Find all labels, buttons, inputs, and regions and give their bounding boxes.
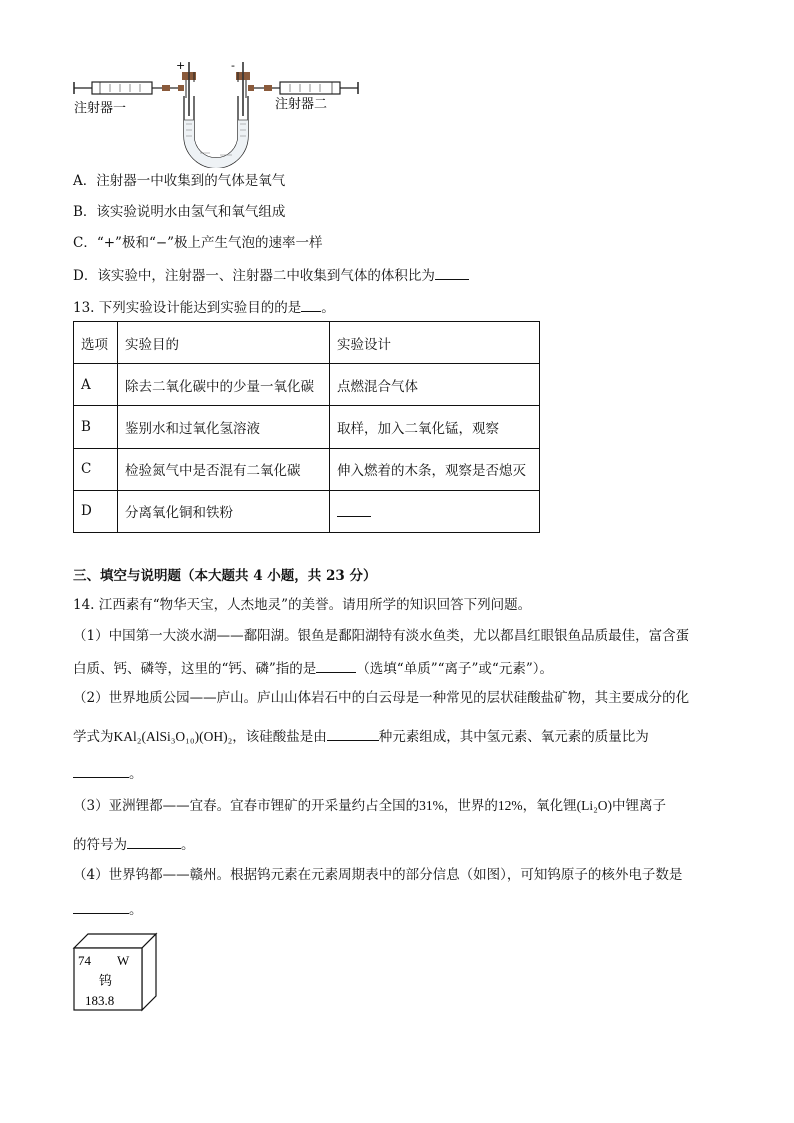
q14-part2-text: 学式为: [73, 729, 114, 745]
q13-stem: [73, 297, 335, 317]
positive-sign: +: [176, 59, 186, 72]
answer-blank[interactable]: [316, 658, 356, 673]
table-header-row: [74, 322, 540, 364]
answer-blank[interactable]: [127, 834, 181, 849]
q12-option-b: B．该实验说明水由氢气和氧气组成: [73, 204, 286, 220]
chemical-formula: (Li₂O): [576, 798, 613, 813]
q14-part1-line2: [73, 658, 553, 678]
syringe-left: [74, 82, 184, 94]
u-tube: [182, 62, 250, 168]
answer-blank[interactable]: [73, 899, 129, 914]
q14-part3-text: ，世界的: [443, 798, 498, 814]
header-cell: 实验目的: [118, 322, 330, 364]
q14-part3-line1: [73, 797, 666, 815]
tungsten-element-tile: [72, 932, 162, 1018]
q12-option-c: C．“+”极和“−”极上产生气泡的速率一样: [73, 235, 323, 251]
table-cell: A: [74, 364, 118, 406]
q14-part3-text: ，氧化锂: [522, 798, 577, 814]
q14-part2-text-end: 。: [129, 766, 143, 782]
percentage: 12%: [497, 798, 523, 813]
element-name: 钨: [99, 974, 113, 989]
q13-stem-text: 13. 下列实验设计能达到实验目的的是: [73, 300, 302, 316]
percentage: 31%: [419, 798, 444, 813]
q13-table: [73, 321, 540, 533]
q12-option-a: A．注射器一中收集到的气体是氧气: [73, 173, 286, 189]
answer-blank[interactable]: [435, 265, 469, 280]
table-cell: 伸入燃着的木条，观察是否熄灭: [330, 448, 540, 490]
table-cell: 鉴别水和过氧化氢溶液: [118, 406, 330, 448]
answer-blank[interactable]: [73, 763, 129, 778]
q14-part4-line2: [73, 899, 143, 919]
chemical-formula: KAl₂(AlSi₃O₁₀)(OH)₂: [113, 729, 233, 744]
atomic-mass: 183.8: [85, 993, 115, 1008]
q14-part1-text: 白质、钙、磷等，这里的“钙、磷”指的是: [73, 661, 317, 677]
header-cell: 实验设计: [330, 322, 540, 364]
table-cell: 点燃混合气体: [330, 364, 540, 406]
q14-part3-text: （3）亚洲锂都——宜春。宜春市锂矿的开采量约占全国的: [73, 798, 420, 814]
table-cell: 分离氧化铜和铁粉: [118, 490, 330, 532]
q12-option-d-text: D．该实验中，注射器一、注射器二中收集到气体的体积比为: [73, 268, 435, 284]
q14-part3-text-end: 。: [181, 837, 195, 853]
section-3-title: 三、填空与说明题（本大题共 4 小题，共 23 分）: [73, 568, 377, 584]
electrolysis-diagram: [70, 58, 370, 168]
syringe-right: [248, 82, 358, 94]
q14-part2-line1: （2）世界地质公园——庐山。庐山山体岩石中的白云母是一种常见的层状硅酸盐矿物，其主要成分的化: [73, 690, 690, 706]
q14-part3-text: 的符号为: [73, 837, 127, 853]
answer-blank[interactable]: [301, 297, 321, 312]
q14-part2-text: ，该硅酸盐是由: [232, 729, 327, 745]
table-cell: [330, 490, 540, 532]
element-cube: [72, 932, 162, 1014]
q14-part3-line2: [73, 834, 195, 854]
q13-stem-end: 。: [321, 300, 335, 316]
q14-part4-text-end: 。: [129, 902, 143, 918]
answer-blank[interactable]: [327, 726, 379, 741]
table-row: [74, 406, 540, 448]
table-cell: B: [74, 406, 118, 448]
q14-stem: 14. 江西素有“物华天宝，人杰地灵”的美誉。请用所学的知识回答下列问题。: [73, 597, 532, 613]
table-cell: 检验氮气中是否混有二氧化碳: [118, 448, 330, 490]
q14-part4-line1: （4）世界钨都——赣州。根据钨元素在元素周期表中的部分信息（如图），可知钨原子的核外电子数是: [73, 867, 683, 883]
q14-part1-text-end: （选填“单质”“离子”或“元素”）。: [356, 661, 553, 677]
q14-part1-line1: （1）中国第一大淡水湖——鄱阳湖。银鱼是鄱阳湖特有淡水鱼类，尤以都昌红眼银鱼品质最佳，富含蛋: [73, 628, 690, 644]
syringe-right-label: 注射器二: [275, 97, 328, 112]
atomic-number: 74: [78, 953, 91, 968]
table-row: [74, 364, 540, 406]
q12-option-d: [73, 265, 469, 285]
table-cell: C: [74, 448, 118, 490]
table-cell: D: [74, 490, 118, 532]
table-row: [74, 448, 540, 490]
answer-blank[interactable]: [337, 502, 371, 517]
q14-part2-line2: [73, 726, 649, 746]
negative-sign: -: [231, 59, 235, 72]
q14-part2-line3: [73, 763, 143, 783]
table-cell: 取样，加入二氧化锰，观察: [330, 406, 540, 448]
electrolysis-apparatus-figure: [70, 58, 370, 172]
syringe-left-label: 注射器一: [74, 101, 127, 116]
table-row: [74, 490, 540, 532]
table-cell: 除去二氧化碳中的少量一氧化碳: [118, 364, 330, 406]
header-cell: 选项: [74, 322, 118, 364]
q14-part2-text: 种元素组成，其中氢元素、氧元素的质量比为: [378, 729, 649, 745]
element-symbol: W: [117, 953, 130, 968]
q14-part3-text: 中锂离子: [612, 798, 667, 814]
